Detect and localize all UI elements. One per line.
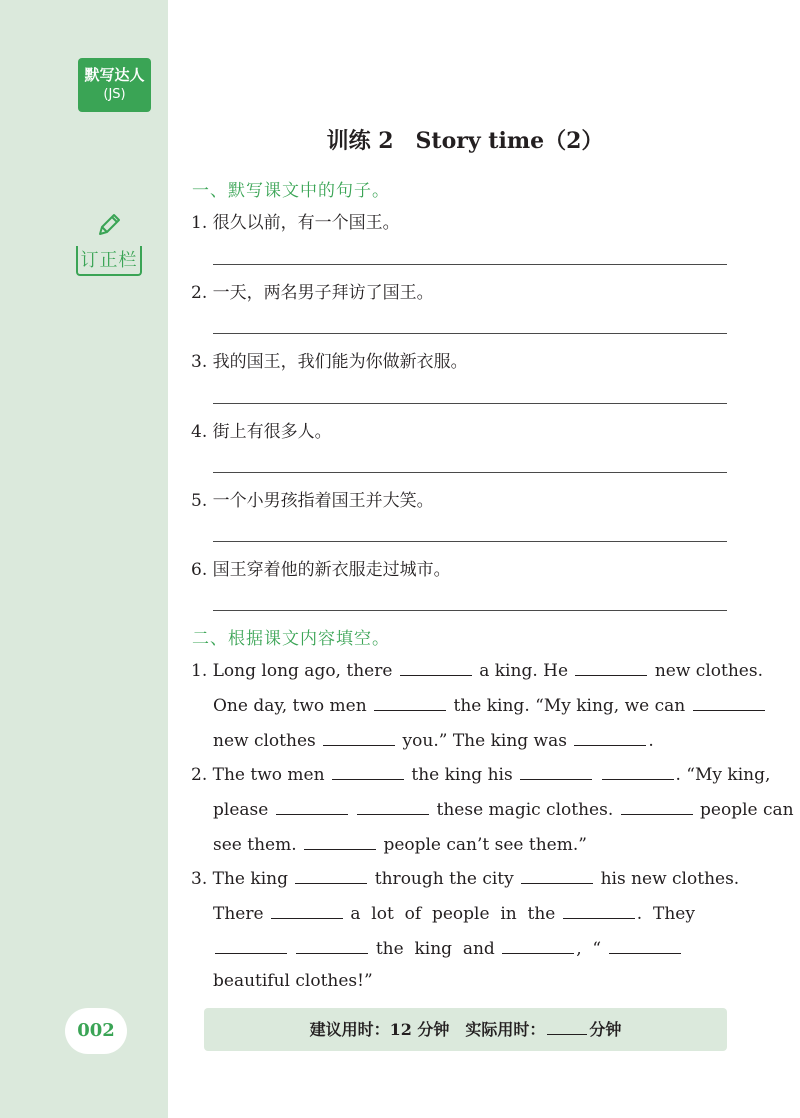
blank[interactable]	[215, 937, 287, 954]
dictation-item-4: 4. 街上有很多人。	[191, 422, 332, 442]
fill-q1-line2	[213, 694, 729, 716]
blank[interactable]	[574, 729, 646, 746]
text: please	[213, 800, 269, 820]
blank[interactable]	[502, 937, 574, 954]
blank[interactable]	[323, 729, 395, 746]
dictation-item-1: 1. 很久以前，有一个国王。	[191, 213, 400, 233]
brand-badge	[78, 58, 151, 112]
text: his new clothes.	[600, 869, 740, 889]
text: the king his	[411, 765, 513, 785]
blank[interactable]	[304, 833, 376, 850]
blank[interactable]	[400, 659, 472, 676]
blank[interactable]	[374, 694, 446, 711]
text: The king	[212, 869, 288, 889]
blank[interactable]	[332, 763, 404, 780]
text: these magic clothes.	[436, 800, 614, 820]
dictation-item-6: 6. 国王穿着他的新衣服走过城市。	[191, 560, 451, 580]
fill-q2-line1	[191, 763, 771, 785]
actual-time-blank[interactable]	[547, 1020, 587, 1035]
text: .	[648, 731, 654, 751]
text: the king and	[375, 939, 495, 959]
fill-q3-line1	[191, 867, 740, 889]
dictation-item-3: 3. 我的国王，我们能为你做新衣服。	[191, 352, 468, 372]
page-title: 训练 2 Story time（2）	[326, 128, 604, 154]
text: One day, two men	[213, 696, 367, 716]
answer-line-3[interactable]	[213, 403, 727, 404]
text: , “	[576, 939, 602, 959]
fill-q3-line3	[213, 937, 729, 959]
blank[interactable]	[575, 659, 647, 676]
sidebar	[0, 0, 168, 1118]
text: people can	[700, 800, 794, 820]
fill-q1-line1	[191, 659, 763, 681]
answer-line-1[interactable]	[213, 264, 727, 265]
blank[interactable]	[276, 798, 348, 815]
dictation-item-2: 2. 一天，两名男子拜访了国王。	[191, 283, 434, 303]
brand-title: 默写达人	[84, 66, 145, 84]
page-number: 002	[65, 1008, 127, 1054]
correction-label: 订正栏	[76, 246, 142, 276]
blank[interactable]	[563, 902, 635, 919]
text: The two men	[212, 765, 325, 785]
blank[interactable]	[271, 902, 343, 919]
correction-column	[76, 210, 142, 276]
fill-q2-line3	[213, 833, 729, 855]
time-unit: 分钟	[589, 1020, 622, 1039]
question-number: 1.	[191, 661, 208, 681]
section-heading-2: 二、根据课文内容填空。	[192, 629, 390, 649]
fill-q1-line3	[213, 729, 729, 751]
text: There	[213, 904, 264, 924]
text: . “My king,	[675, 765, 771, 785]
blank[interactable]	[295, 867, 367, 884]
text: new clothes	[213, 731, 316, 751]
text: beautiful clothes!”	[213, 971, 373, 991]
text: you.” The king was	[402, 731, 567, 751]
question-number: 2.	[191, 765, 208, 785]
text: Long long ago, there	[212, 661, 393, 681]
text: people can’t see them.”	[383, 835, 587, 855]
blank[interactable]	[621, 798, 693, 815]
blank[interactable]	[520, 763, 592, 780]
answer-line-5[interactable]	[213, 541, 727, 542]
brand-subtitle: (JS)	[103, 87, 126, 102]
text: a king. He	[479, 661, 569, 681]
text: . They	[636, 904, 695, 924]
text: see them.	[213, 835, 297, 855]
section-heading-1: 一、默写课文中的句子。	[192, 181, 390, 201]
dictation-item-5: 5. 一个小男孩指着国王并大笑。	[191, 491, 434, 511]
blank[interactable]	[296, 937, 368, 954]
blank[interactable]	[602, 763, 674, 780]
fill-q3-line4	[213, 971, 729, 991]
text: the king. “My king, we can	[453, 696, 686, 716]
time-label: 建议用时：12 分钟 实际用时：	[309, 1020, 546, 1039]
pencil-icon	[94, 210, 124, 240]
question-number: 3.	[191, 869, 208, 889]
fill-q2-line2	[213, 798, 794, 820]
blank[interactable]	[357, 798, 429, 815]
blank[interactable]	[521, 867, 593, 884]
text: new clothes.	[654, 661, 763, 681]
time-bar	[204, 1008, 727, 1051]
blank[interactable]	[693, 694, 765, 711]
answer-line-4[interactable]	[213, 472, 727, 473]
answer-line-2[interactable]	[213, 333, 727, 334]
blank[interactable]	[609, 937, 681, 954]
fill-q3-line2	[213, 902, 729, 924]
text: a lot of people in the	[350, 904, 556, 924]
answer-line-6[interactable]	[213, 610, 727, 611]
text: through the city	[374, 869, 514, 889]
